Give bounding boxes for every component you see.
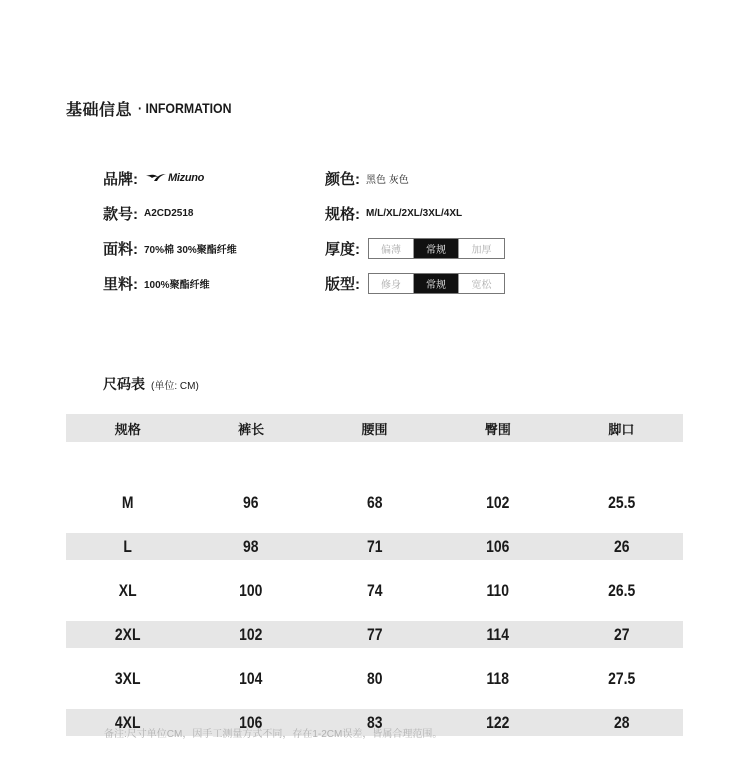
cell-size: M [121, 492, 134, 512]
cell-length: 104 [239, 668, 263, 688]
cell-hip: 102 [486, 492, 510, 512]
cell-length: 100 [239, 580, 263, 600]
cell-length: 96 [243, 492, 259, 512]
header-hip: 臀围 [484, 421, 511, 437]
lining-value: 100%聚酯纤维 [144, 279, 210, 291]
size-chart-unit: (单位: CM) [151, 380, 199, 392]
cell-size: 4XL [114, 712, 141, 732]
thickness-option-regular: 常规 [414, 239, 459, 258]
cell-hip: 110 [486, 580, 510, 600]
color-label: 颜色: [325, 170, 360, 188]
size-row [325, 201, 462, 225]
fit-scale [368, 273, 505, 294]
thickness-row [325, 236, 505, 260]
cell-length: 98 [243, 536, 259, 556]
header-size: 规格 [114, 421, 141, 437]
color-value: 黑色 灰色 [366, 174, 409, 186]
cell-hip: 118 [486, 668, 510, 688]
size-chart-heading [103, 374, 199, 394]
thickness-option-thin: 偏薄 [369, 239, 414, 258]
table-row [66, 489, 683, 516]
brand-label: 品牌: [103, 170, 138, 188]
section-title-zh: 基础信息 [66, 101, 133, 119]
cell-size: 2XL [114, 624, 141, 644]
fit-option-loose: 宽松 [471, 279, 492, 291]
thickness-label: 厚度: [325, 240, 360, 258]
fit-option-regular: 常规 [414, 274, 459, 293]
header-hem: 脚口 [608, 421, 635, 437]
cell-waist: 71 [366, 536, 383, 556]
table-row [66, 621, 683, 648]
cell-waist: 83 [366, 712, 383, 732]
cell-hip: 122 [486, 712, 510, 732]
thickness-option-thick: 加厚 [471, 244, 492, 256]
style-no-label: 款号: [103, 205, 138, 223]
cell-hem: 27.5 [607, 668, 635, 688]
style-no-row [103, 201, 193, 225]
fit-option-slim: 修身 [369, 274, 414, 293]
cell-hem: 27 [613, 624, 630, 644]
style-no-value: A2CD2518 [144, 207, 194, 219]
cell-hem: 28 [613, 712, 630, 732]
fabric-row [103, 236, 237, 260]
section-title [66, 96, 244, 120]
fit-label: 版型: [325, 275, 360, 293]
thickness-scale [368, 238, 505, 259]
lining-label: 里料: [103, 275, 138, 293]
fit-row [325, 271, 505, 295]
size-value: M/L/XL/2XL/3XL/4XL [366, 207, 463, 219]
cell-hem: 25.5 [607, 492, 635, 512]
cell-hem: 26.5 [607, 580, 635, 600]
size-label: 规格: [325, 205, 360, 223]
title-en-text: INFORMATION [145, 100, 232, 116]
cell-waist: 80 [366, 668, 383, 688]
cell-size: L [123, 536, 132, 556]
cell-length: 102 [239, 624, 263, 644]
table-row [66, 533, 683, 560]
table-header-row [66, 414, 683, 442]
fabric-label: 面料: [103, 240, 138, 258]
cell-hem: 26 [613, 536, 630, 556]
header-waist: 腰围 [361, 421, 388, 437]
brand-row [103, 166, 204, 190]
cell-waist: 77 [366, 624, 383, 644]
cell-size: 3XL [114, 668, 141, 688]
cell-size: XL [118, 580, 137, 600]
cell-waist: 74 [366, 580, 383, 600]
cell-hip: 106 [486, 536, 510, 556]
cell-waist: 68 [366, 492, 383, 512]
cell-length: 106 [239, 712, 263, 732]
title-separator: · [138, 100, 143, 116]
size-chart-title: 尺码表 [103, 376, 145, 392]
measurement-note: 备注:尺寸单位CM，因手工测量方式不同，存在1-2CM误差，皆属合理范围。 [104, 729, 443, 740]
brand-logo-text: Mizuno [168, 172, 205, 184]
section-title-en [138, 100, 232, 116]
lining-row [103, 271, 210, 295]
table-row [66, 665, 683, 692]
table-row [66, 577, 683, 604]
header-length: 裤长 [238, 421, 265, 437]
fabric-value: 70%棉 30%聚酯纤维 [144, 244, 237, 256]
size-table [66, 414, 683, 736]
color-row [325, 166, 409, 190]
cell-hip: 114 [486, 624, 510, 644]
mizuno-logo-icon [146, 172, 204, 184]
